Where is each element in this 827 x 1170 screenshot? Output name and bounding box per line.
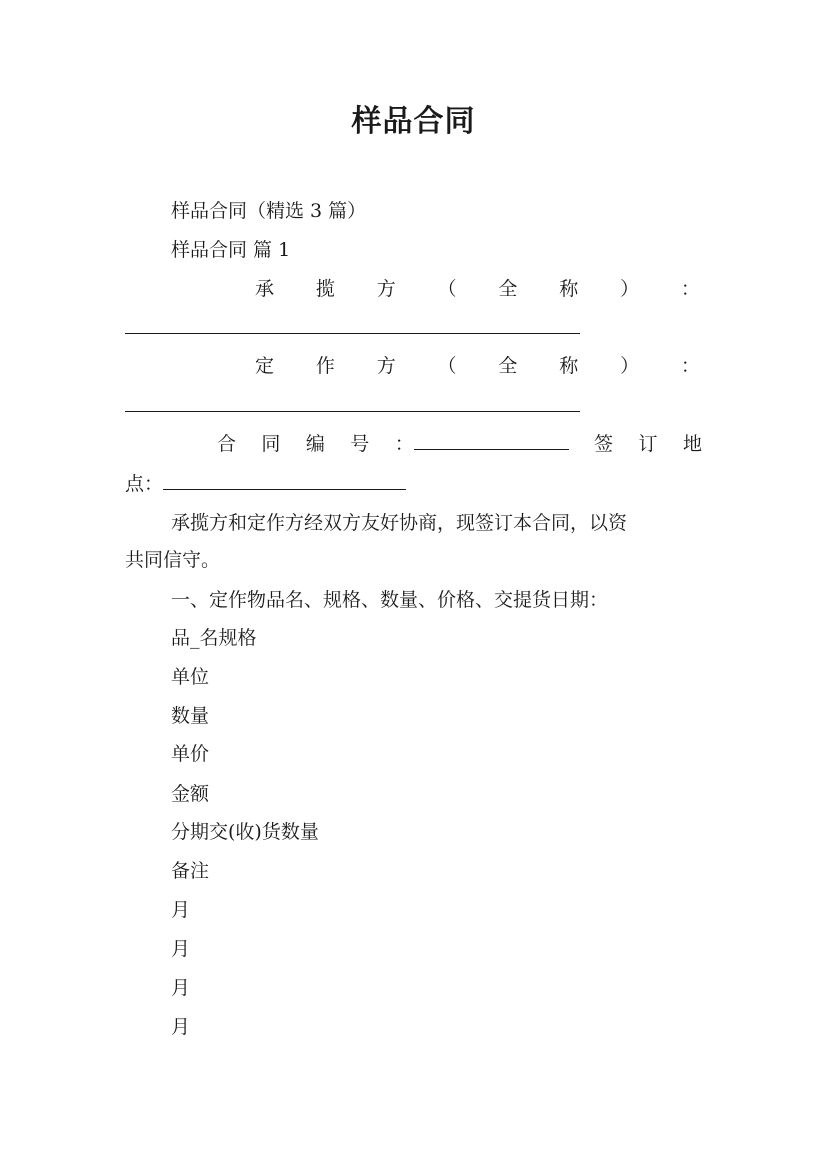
- contractor-char: 全: [498, 278, 518, 300]
- field-item: 单位: [171, 666, 210, 688]
- orderer-char: 定: [255, 355, 275, 377]
- contractor-char: ）: [620, 278, 640, 300]
- contract-no-char: 同: [261, 433, 281, 455]
- field-item: 数量: [171, 705, 210, 727]
- contract-no-colon: ：: [394, 433, 414, 455]
- field-item: 月: [171, 977, 191, 999]
- orderer-label: [125, 354, 700, 378]
- orderer-char: 称: [559, 355, 579, 377]
- contractor-char: 方: [376, 278, 396, 300]
- sign-place-char: 地: [682, 433, 702, 455]
- document-title: 样品合同: [351, 104, 476, 139]
- orderer-char: 全: [498, 355, 518, 377]
- field-item: 金额: [171, 783, 210, 805]
- sign-place-char: 订: [638, 433, 658, 455]
- orderer-char: 方: [376, 355, 396, 377]
- contractor-char: 揽: [315, 278, 335, 300]
- field-item: 品_名规格: [171, 627, 257, 649]
- orderer-char: ）: [620, 355, 640, 377]
- contractor-char: ：: [680, 278, 700, 300]
- sign-place-row: [125, 472, 705, 496]
- contract-no-char: 编: [305, 433, 325, 455]
- contract-no-field: [395, 432, 569, 456]
- contractor-char: 承: [255, 278, 275, 300]
- orderer-blank-line: [125, 411, 580, 412]
- contract-number-row: [125, 432, 702, 456]
- contractor-blank-line: [125, 333, 580, 334]
- document-subtitle: 样品合同（精选 3 篇）: [171, 200, 367, 222]
- field-item: 月: [171, 899, 191, 921]
- contract-no-blank-line: [414, 435, 569, 450]
- clause-1: 一、定作物品名、规格、数量、价格、交提货日期：: [171, 589, 609, 611]
- contractor-char: （: [437, 278, 457, 300]
- field-item: 单价: [171, 743, 210, 765]
- orderer-char: 作: [315, 355, 335, 377]
- field-item: 月: [171, 1016, 191, 1038]
- contract-no-char: 号: [350, 433, 370, 455]
- orderer-char: （: [437, 355, 457, 377]
- sign-place-char: 签: [594, 433, 614, 455]
- contractor-label: [125, 277, 700, 301]
- contractor-char: 称: [559, 278, 579, 300]
- sign-place-tail: 点：: [125, 473, 164, 495]
- orderer-char: ：: [680, 355, 700, 377]
- field-item: 分期交(收)货数量: [171, 821, 319, 843]
- intro-line-2: 共同信守。: [125, 549, 221, 571]
- field-item: 备注: [171, 860, 210, 882]
- field-item: 月: [171, 938, 191, 960]
- intro-line-1: 承揽方和定作方经双方友好协商，现签订本合同，以资: [171, 512, 628, 534]
- contract-no-char: 合: [217, 433, 237, 455]
- sign-place-blank-line: [163, 475, 406, 490]
- section-heading: 样品合同 篇 1: [171, 239, 291, 261]
